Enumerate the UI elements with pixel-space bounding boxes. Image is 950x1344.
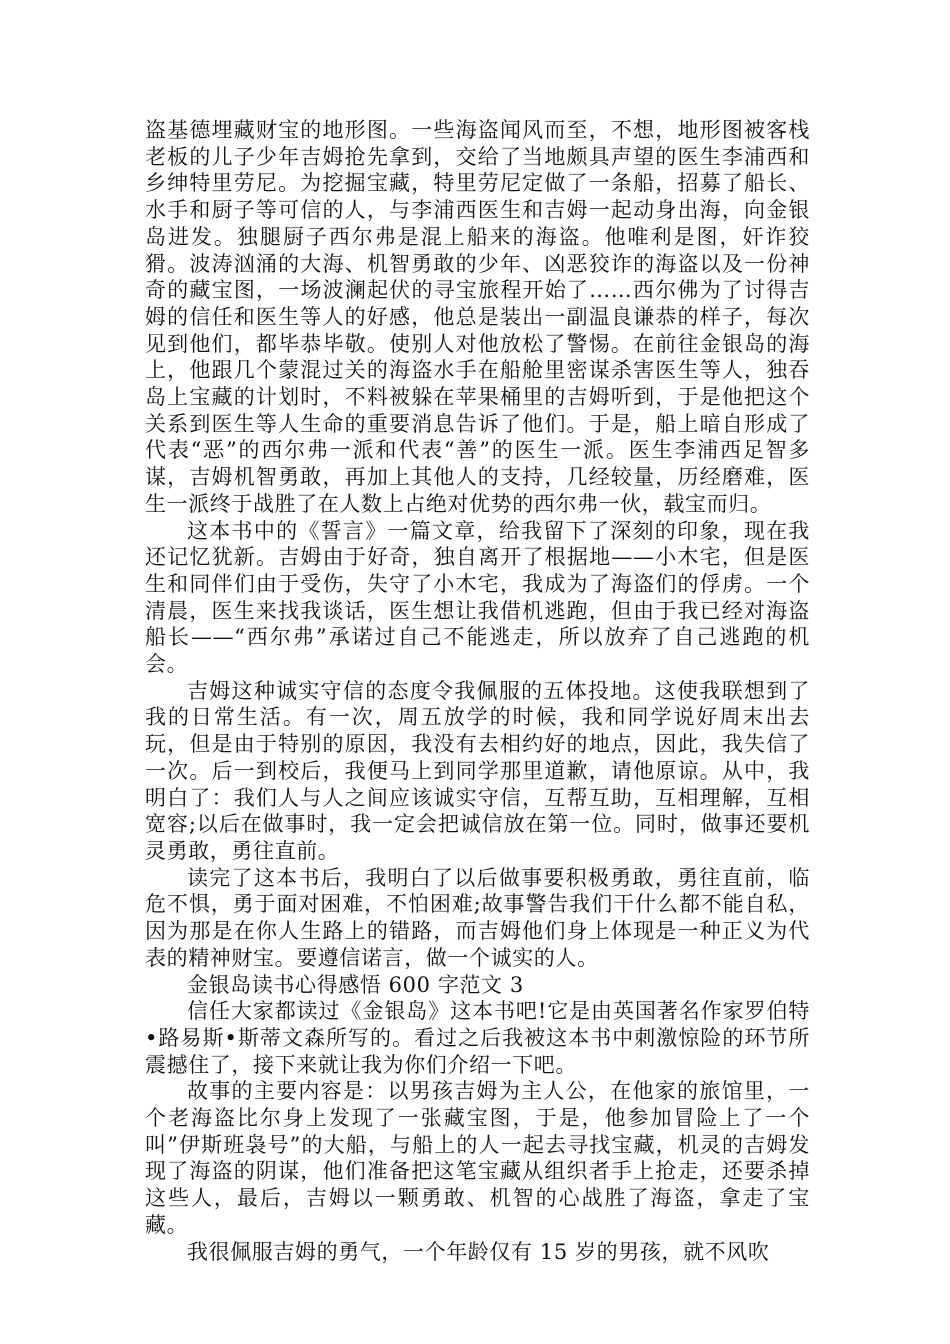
paragraph-honesty-reflection: 吉姆这种诚实守信的态度令我佩服的五体投地。这使我联想到了我的日常生活。有一次，周五放学的时候，我和同学说好周末出去玩，但是由于特别的原因，我没有去相约好的地点，因此，我失信了一次。后一到校后，我便马上到同学那里道歉，请他原谅。从中，我明白了：我们人与人之间应该诚实守信，互帮互助，互相理解，互相宽容;以后在做事时，我一定会把诚信放在第一位。同时，做事还要机灵勇敢，勇往直前。 (145, 678, 810, 863)
paragraph-introduction: 信任大家都读过《金银岛》这本书吧!它是由英国著名作家罗伯特•路易斯•斯蒂文森所写的。看过之后我被这本书中刺激惊险的环节所震撼住了，接下来就让我为你们介绍一下吧。 (145, 999, 810, 1077)
paragraph-oath-chapter: 这本书中的《誓言》一篇文章，给我留下了深刻的印象，现在我还记忆犹新。吉姆由于好奇，独自离开了根据地——小木宅，但是医生和同伴们由于受伤，失守了小木宅，我成为了海盗们的俘虏。一个清晨，医生来找我谈话，医生想让我借机逃跑，但由于我已经对海盗船长——“西尔弗”承诺过自己不能逃走，所以放弃了自己逃跑的机会。 (145, 518, 810, 677)
section-heading: 金银岛读书心得感悟 600 字范文 3 (187, 972, 524, 997)
paragraph-admiration: 我很佩服吉姆的勇气，一个年龄仅有 15 岁的男孩，就不风吹 (187, 1239, 770, 1264)
paragraph-conclusion: 读完了这本书后，我明白了以后做事要积极勇敢，勇往直前，临危不惧，勇于面对困难，不怕困难;故事警告我们干什么都不能自私，因为那是在你人生路上的错路，而吉姆他们身上体现是一种正义为代表的精神财宝。要遵信诺言，做一个诚实的人。 (145, 865, 810, 970)
paragraph-main-content: 故事的主要内容是：以男孩吉姆为主人公，在他家的旅馆里，一个老海盗比尔身上发现了一张藏宝图，于是，他参加冒险上了一个叫”伊斯班袅号”的大船，与船上的人一起去寻找宝藏，机灵的吉姆发现了海盗的阴谋，他们准备把这笔宝藏从组织者手上抢走，还要杀掉这些人，最后，吉姆以一颗勇敢、机智的心战胜了海盗，拿走了宝藏。 (145, 1079, 810, 1237)
paragraph-story-summary: 盗基德埋藏财宝的地形图。一些海盗闻风而至，不想，地形图被客栈老板的儿子少年吉姆抢先拿到，交给了当地颇具声望的医生李浦西和乡绅特里劳尼。为挖掘宝藏，特里劳尼定做了一条船，招募了船长、水手和厨子等可信的人，与李浦西医生和吉姆一起动身出海，向金银岛进发。独腿厨子西尔弗是混上船来的海盗。他唯利是图，奸诈狡猾。波涛汹涌的大海、机智勇敢的少年、凶恶狡诈的海盗以及一份神奇的藏宝图，一场波澜起伏的寻宝旅程开始了……西尔佛为了讨得吉姆的信任和医生等人的好感，他总是装出一副温良谦恭的样子，每次见到他们，都毕恭毕敬。使别人对他放松了警惕。在前往金银岛的海上，他跟几个蒙混过关的海盗水手在船舱里密谋杀害医生等人，独吞岛上宝藏的计划时，不料被躲在苹果桶里的吉姆听到，于是他把这个关系到医生等人生命的重要消息告诉了他们。于是，船上暗自形成了代表“恶”的西尔弗一派和代表“善”的医生一派。医生李浦西足智多谋，吉姆机智勇敢，再加上其他人的支持，几经较量，历经磨难，医生一派终于战胜了在人数上占绝对优势的西尔弗一伙，载宝而归。 (145, 118, 810, 516)
document-body (145, 117, 810, 1265)
